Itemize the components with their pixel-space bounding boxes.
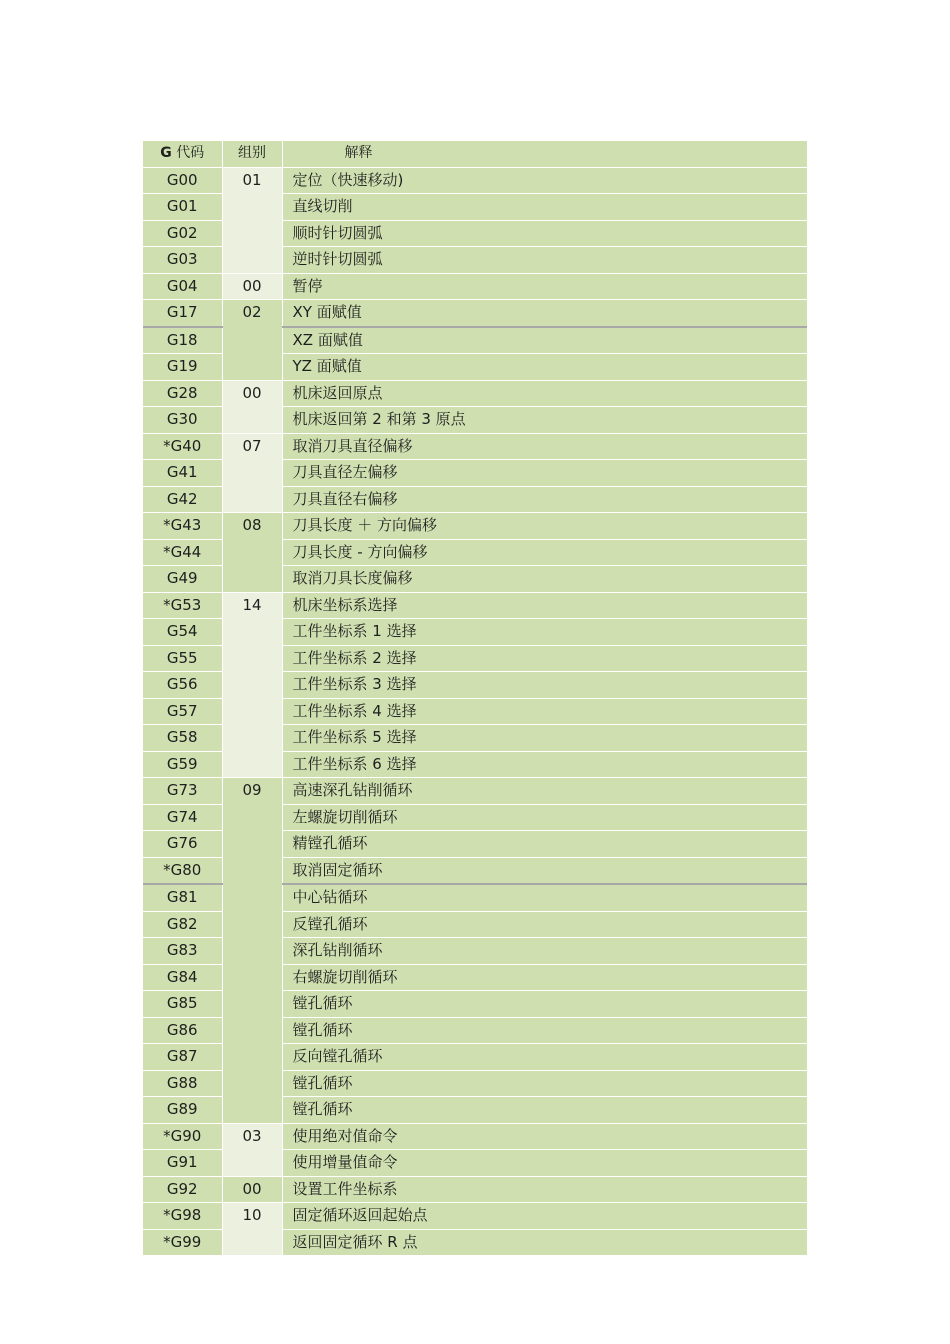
description-cell: 工件坐标系 5 选择 [282,725,807,752]
g-code-cell: G04 [143,273,222,300]
description-cell: 固定循环返回起始点 [282,1203,807,1230]
g-code-cell: *G80 [143,857,222,884]
g-code-cell: G74 [143,804,222,831]
g-code-cell: G30 [143,407,222,434]
description-cell: 刀具直径右偏移 [282,486,807,513]
g-code-cell: *G44 [143,539,222,566]
description-cell: 取消刀具长度偏移 [282,566,807,593]
description-cell: 工件坐标系 1 选择 [282,619,807,646]
description-cell: 逆时针切圆弧 [282,247,807,274]
g-code-cell: G00 [143,167,222,194]
description-cell: XY 面赋值 [282,300,807,327]
g-code-cell: G89 [143,1097,222,1124]
g-code-cell: G85 [143,991,222,1018]
description-cell: 机床坐标系选择 [282,592,807,619]
description-cell: 刀具直径左偏移 [282,460,807,487]
description-cell: 高速深孔钻削循环 [282,778,807,805]
description-cell: 刀具长度 - 方向偏移 [282,539,807,566]
description-cell: 机床返回第 2 和第 3 原点 [282,407,807,434]
g-code-cell: G87 [143,1044,222,1071]
description-cell: YZ 面赋值 [282,354,807,381]
description-cell: 机床返回原点 [282,380,807,407]
g-code-cell: *G53 [143,592,222,619]
description-cell: 工件坐标系 4 选择 [282,698,807,725]
g-code-cell: G03 [143,247,222,274]
table-row [143,1176,807,1203]
group-cell: 01 [222,167,282,273]
g-code-cell: G58 [143,725,222,752]
g-code-cell: *G43 [143,513,222,540]
group-cell: 09 [222,778,282,1124]
group-cell: 14 [222,592,282,778]
description-cell: 设置工件坐标系 [282,1176,807,1203]
group-cell: 00 [222,380,282,433]
g-code-cell: G86 [143,1017,222,1044]
description-cell: 反镗孔循环 [282,911,807,938]
description-cell: 镗孔循环 [282,1017,807,1044]
g-code-cell: G02 [143,220,222,247]
table-row [143,592,807,619]
description-cell: 刀具长度 ＋ 方向偏移 [282,513,807,540]
table-row [143,380,807,407]
table-row [143,778,807,805]
g-code-cell: G73 [143,778,222,805]
g-code-cell: *G98 [143,1203,222,1230]
description-cell: 深孔钻削循环 [282,938,807,965]
g-code-cell: G84 [143,964,222,991]
g-code-cell: G82 [143,911,222,938]
group-cell: 03 [222,1123,282,1176]
table-body [143,167,807,1256]
description-cell: 镗孔循环 [282,1070,807,1097]
table-row [143,167,807,194]
g-code-cell: G42 [143,486,222,513]
table-row [143,433,807,460]
g-code-cell: G59 [143,751,222,778]
description-cell: 取消刀具直径偏移 [282,433,807,460]
g-code-cell: G28 [143,380,222,407]
description-cell: 工件坐标系 3 选择 [282,672,807,699]
g-code-cell: *G99 [143,1229,222,1256]
header-group: 组别 [222,141,282,167]
description-cell: 暂停 [282,273,807,300]
description-cell: 工件坐标系 6 选择 [282,751,807,778]
description-cell: 右螺旋切削循环 [282,964,807,991]
table-header-row [143,141,807,167]
group-cell: 02 [222,300,282,381]
g-code-cell: G17 [143,300,222,327]
g-code-cell: G76 [143,831,222,858]
description-cell: 使用绝对值命令 [282,1123,807,1150]
g-code-cell: G49 [143,566,222,593]
g-code-cell: G83 [143,938,222,965]
group-cell: 10 [222,1203,282,1256]
g-code-cell: G81 [143,884,222,911]
group-cell: 00 [222,273,282,300]
description-cell: 取消固定循环 [282,857,807,884]
group-cell: 07 [222,433,282,513]
g-code-cell: G92 [143,1176,222,1203]
description-cell: 定位（快速移动) [282,167,807,194]
g-code-cell: *G90 [143,1123,222,1150]
description-cell: 中心钻循环 [282,884,807,911]
description-cell: 镗孔循环 [282,1097,807,1124]
g-code-cell: G18 [143,327,222,354]
description-cell: 直线切削 [282,194,807,221]
description-cell: 精镗孔循环 [282,831,807,858]
description-cell: 工件坐标系 2 选择 [282,645,807,672]
header-desc: 解释 [282,141,807,167]
g-code-cell: *G40 [143,433,222,460]
g-code-table [143,141,807,1256]
description-cell: 使用增量值命令 [282,1150,807,1177]
description-cell: 顺时针切圆弧 [282,220,807,247]
header-code: G 代码 [143,141,222,167]
table-row [143,273,807,300]
g-code-cell: G01 [143,194,222,221]
g-code-cell: G56 [143,672,222,699]
g-code-cell: G41 [143,460,222,487]
g-code-cell: G57 [143,698,222,725]
description-cell: 反向镗孔循环 [282,1044,807,1071]
g-code-cell: G19 [143,354,222,381]
table-row [143,1123,807,1150]
description-cell: 左螺旋切削循环 [282,804,807,831]
description-cell: 返回固定循环 R 点 [282,1229,807,1256]
g-code-cell: G54 [143,619,222,646]
description-cell: XZ 面赋值 [282,327,807,354]
table-row [143,300,807,327]
table-row [143,513,807,540]
g-code-cell: G91 [143,1150,222,1177]
group-cell: 08 [222,513,282,593]
g-code-cell: G55 [143,645,222,672]
description-cell: 镗孔循环 [282,991,807,1018]
g-code-cell: G88 [143,1070,222,1097]
group-cell: 00 [222,1176,282,1203]
table-row [143,1203,807,1230]
